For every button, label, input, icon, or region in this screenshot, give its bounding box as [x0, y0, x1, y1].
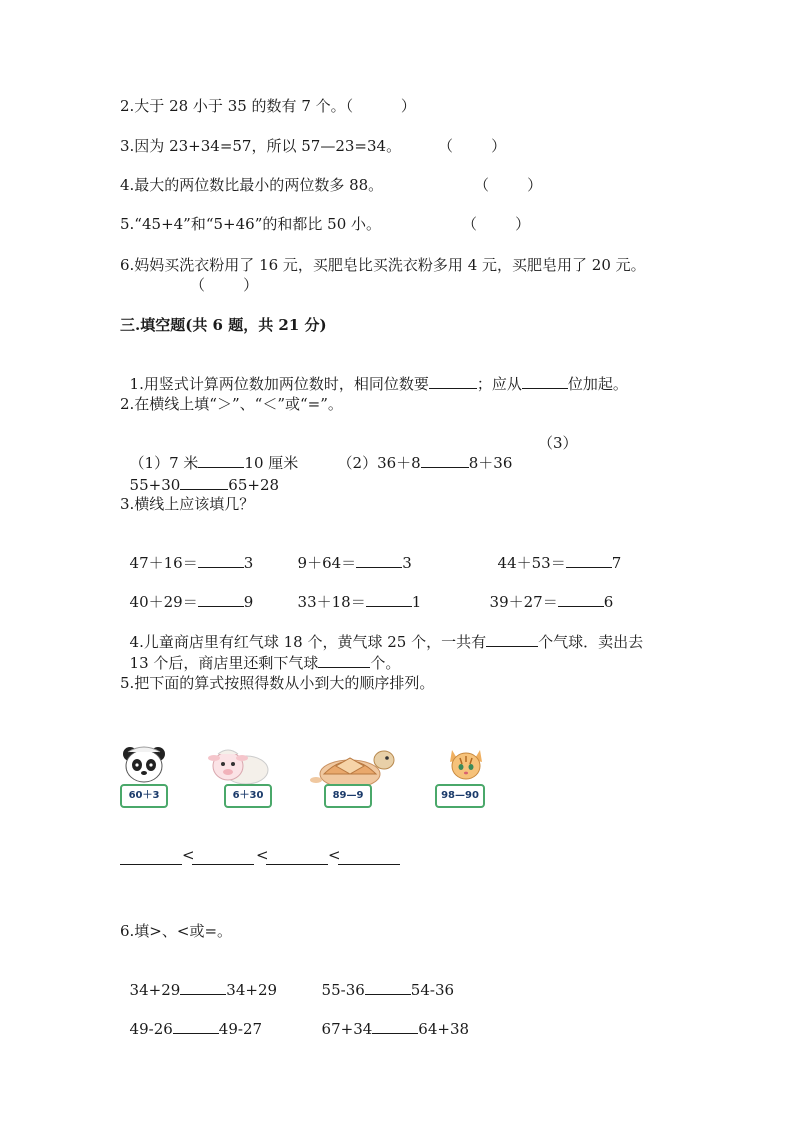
q2-2-left: （2）36＋8	[337, 454, 421, 472]
tf-question-5: 5.“45+4”和“5+46”的和都比 50 小。	[120, 215, 382, 233]
q6-item	[120, 960, 277, 1000]
fill-question-1	[120, 354, 628, 394]
tf-question-6: 6.妈妈买洗衣粉用了 16 元，买肥皂比买洗衣粉多用 4 元，买肥皂用了 20 元。	[120, 256, 646, 274]
q3-item	[120, 533, 253, 573]
q3-digit: 3	[243, 554, 254, 572]
q6-right: 49-27	[218, 1020, 263, 1038]
q3-expr: 44＋53＝	[497, 554, 566, 572]
answer-blank[interactable]	[522, 374, 568, 389]
q2-part-2	[328, 433, 512, 473]
q1-text-b: ；应从	[476, 375, 522, 393]
q3-item	[488, 533, 621, 573]
q3-digit: 7	[611, 554, 622, 572]
answer-paren[interactable]: （ ）	[438, 137, 507, 155]
order-blank[interactable]	[338, 850, 400, 865]
answer-paren[interactable]: （ ）	[190, 276, 259, 294]
tf-question-2: 2.大于 28 小于 35 的数有 7 个。（ ）	[120, 97, 416, 115]
order-blank[interactable]	[120, 850, 182, 865]
q2-1-left: （1）7 米	[129, 454, 199, 472]
q4-text-b: 个气球．卖出去	[538, 633, 644, 651]
q3-item	[288, 533, 412, 573]
q3-item	[288, 572, 421, 612]
answer-blank[interactable]	[173, 1019, 219, 1034]
cat-icon	[446, 744, 486, 784]
expression-card: 6＋30	[224, 784, 272, 808]
answer-blank[interactable]	[365, 980, 411, 995]
q1-text-a: 1.用竖式计算两位数加两位数时，相同位数要	[129, 375, 429, 393]
answer-blank[interactable]	[180, 980, 226, 995]
tf-question-4: 4.最大的两位数比最小的两位数多 88。	[120, 176, 384, 194]
q3-item	[120, 572, 253, 612]
q6-right: 64+38	[418, 1020, 470, 1038]
answer-blank[interactable]	[429, 374, 477, 389]
answer-blank[interactable]	[198, 592, 244, 607]
fill-question-3: 3.横线上应该填几？	[120, 495, 255, 513]
answer-paren[interactable]: （ ）	[474, 176, 543, 194]
q3-digit: 6	[603, 593, 614, 611]
answer-blank[interactable]	[198, 553, 244, 568]
answer-blank[interactable]	[180, 475, 228, 490]
q2-3-left: 55+30	[129, 476, 181, 494]
q3-expr: 39＋27＝	[489, 593, 558, 611]
q6-left: 55-36	[321, 981, 365, 999]
q4-text-c: 13 个后，商店里还剩下气球	[129, 654, 319, 672]
q3-digit: 3	[402, 554, 412, 572]
less-than-sign: <	[182, 846, 195, 864]
expression-card: 60＋3	[120, 784, 168, 808]
tf-question-3: 3.因为 23+34=57，所以 57—23=34。	[120, 137, 402, 155]
fill-question-2: 2.在横线上填“＞”、“＜”或“=”。	[120, 395, 343, 413]
q6-left: 34+29	[129, 981, 181, 999]
q1-text-c: 位加起。	[567, 375, 628, 393]
q3-expr: 47＋16＝	[129, 554, 198, 572]
panda-icon	[118, 744, 170, 788]
q6-item	[312, 960, 454, 1000]
q3-item	[480, 572, 613, 612]
q4-text-d: 个。	[370, 654, 401, 672]
q6-item	[312, 999, 469, 1039]
q6-item	[120, 999, 262, 1039]
q3-digit: 9	[243, 593, 254, 611]
less-than-sign: <	[328, 846, 341, 864]
expression-card: 98—90	[435, 784, 485, 808]
q2-3-right: 65+28	[228, 476, 280, 494]
q3-expr: 9＋64＝	[297, 554, 357, 572]
expression-card: 89—9	[324, 784, 372, 808]
section-heading: 三.填空题(共 6 题，共 21 分)	[120, 316, 327, 334]
q3-expr: 33＋18＝	[297, 593, 366, 611]
q3-digit: 1	[411, 593, 422, 611]
q6-left: 49-26	[129, 1020, 173, 1038]
fill-question-6: 6.填>、<或=。	[120, 922, 233, 940]
answer-blank[interactable]	[566, 553, 612, 568]
q2-2-right: 8＋36	[468, 454, 513, 472]
less-than-sign: <	[256, 846, 269, 864]
answer-paren[interactable]: （ ）	[462, 215, 531, 233]
answer-blank[interactable]	[558, 592, 604, 607]
sheep-icon	[206, 744, 270, 788]
q2-part-3	[120, 455, 279, 495]
q6-right: 54-36	[410, 981, 455, 999]
order-blank[interactable]	[192, 850, 254, 865]
q6-right: 34+29	[226, 981, 278, 999]
fill-question-4-cont	[120, 633, 400, 673]
answer-blank[interactable]	[421, 453, 469, 468]
q4-text-a: 4.儿童商店里有红气球 18 个，黄气球 25 个，一共有	[129, 633, 487, 651]
answer-blank[interactable]	[366, 592, 412, 607]
fill-question-5: 5.把下面的算式按照得数从小到大的顺序排列。	[120, 674, 435, 692]
q2-part-3-label: （3）	[538, 434, 578, 452]
q3-expr: 40＋29＝	[129, 593, 198, 611]
q2-1-right: 10 厘米	[244, 454, 299, 472]
answer-blank[interactable]	[318, 653, 370, 668]
answer-blank[interactable]	[486, 632, 538, 647]
answer-blank[interactable]	[356, 553, 402, 568]
q6-left: 67+34	[321, 1020, 373, 1038]
answer-blank[interactable]	[372, 1019, 418, 1034]
order-blank[interactable]	[266, 850, 328, 865]
